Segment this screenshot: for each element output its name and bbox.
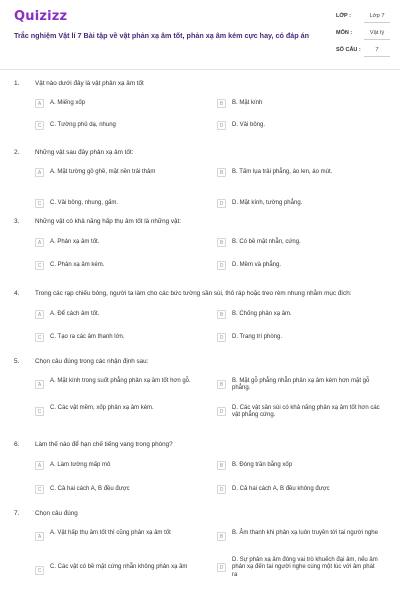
- option-letter-box: A: [35, 310, 44, 319]
- option-letter-box: D: [217, 485, 226, 494]
- option-text: D. Các vật sần sùi có khả năng phản xạ âm tốt hơn các vật phẳng cứng.: [232, 405, 380, 419]
- option-letter-box: B: [217, 168, 226, 177]
- question-number: 4.: [14, 290, 20, 297]
- option-text: A. Miếng xốp: [50, 100, 86, 106]
- option-letter-box: D: [217, 121, 226, 130]
- option-letter-box: A: [35, 168, 44, 177]
- option-text: B. Chống phản xạ âm.: [232, 311, 292, 317]
- option-text: A. Mặt kính trong suốt phẳng phản xạ âm tốt hơn gỗ.: [50, 378, 191, 384]
- option-letter-box: C: [35, 407, 44, 416]
- option-text: C. Các vật mềm, xốp phản xạ âm kém.: [50, 405, 154, 411]
- option-text: C. Vải bông, nhung, gấm.: [50, 200, 119, 206]
- option-text: A. Làm tường mấp mô: [50, 462, 111, 468]
- question-number: 5.: [14, 358, 20, 365]
- option-text: A. Mặt tường gồ ghề, mặt nền trải thảm: [50, 169, 156, 175]
- option-text: B. Tấm lụa trải phẳng, áo len, áo mút.: [232, 169, 333, 175]
- meta-row-subject: [336, 27, 392, 44]
- meta-row-count: [336, 44, 392, 61]
- option-letter-box: A: [35, 380, 44, 389]
- option-letter-box: D: [217, 261, 226, 270]
- option-letter-box: B: [217, 99, 226, 108]
- option-letter-box: D: [217, 199, 226, 208]
- question-number: 7.: [14, 510, 20, 517]
- option-letter-box: C: [35, 121, 44, 130]
- meta-value-subject: Vật lý: [364, 28, 390, 40]
- option-letter-box: C: [35, 261, 44, 270]
- option-text: D. Vải bông.: [232, 122, 266, 128]
- option-letter-box: B: [217, 532, 226, 541]
- header-divider: [0, 69, 400, 70]
- question-text: Những vật có khả năng hấp thụ âm tốt là những vật:: [35, 218, 182, 225]
- worksheet-title: Trắc nghiệm Vật lí 7 Bài tập về vật phản xạ âm tốt, phản xạ âm kém cực hay, có đáp án: [14, 31, 310, 40]
- option-text: B. Âm thanh khi phản xạ luôn truyền tới tai người nghe: [232, 530, 378, 536]
- option-text: C. Tạo ra các âm thanh lớn.: [50, 334, 125, 340]
- option-letter-box: D: [217, 407, 226, 416]
- option-text: C. Cả hai cách A, B đều được: [50, 486, 130, 492]
- quizizz-logo: Quizizz: [14, 9, 68, 24]
- option-text: A. Để cách âm tốt.: [50, 311, 100, 317]
- option-letter-box: B: [217, 380, 226, 389]
- option-letter-box: A: [35, 238, 44, 247]
- meta-value-class: Lớp 7: [364, 11, 390, 23]
- meta-row-class: [336, 10, 392, 27]
- option-letter-box: A: [35, 461, 44, 470]
- option-text: C. Các vật có bề mặt cứng nhẵn không phản xạ âm: [50, 564, 188, 570]
- option-letter-box: C: [35, 333, 44, 342]
- question-number: 6.: [14, 441, 20, 448]
- meta-label-count: SỐ CÂU :: [336, 47, 361, 53]
- option-letter-box: B: [217, 461, 226, 470]
- meta-label-subject: MÔN :: [336, 30, 353, 36]
- option-text: C. Phản xạ âm kém.: [50, 262, 105, 268]
- option-text: B. Mặt kính: [232, 100, 263, 106]
- option-text: B. Mặt gỗ phẳng nhẵn phản xạ âm kém hơn mặt gỗ phẳng.: [232, 378, 370, 392]
- option-letter-box: C: [35, 485, 44, 494]
- option-text: D. Mềm và phẳng.: [232, 262, 282, 268]
- question-text: Những vật sau đây phản xạ âm tốt:: [35, 149, 134, 156]
- option-letter-box: C: [35, 199, 44, 208]
- option-letter-box: D: [217, 563, 226, 572]
- worksheet-meta: [336, 10, 392, 61]
- option-text: B. Đóng trần bằng xốp: [232, 462, 293, 468]
- question-text: Chọn câu đúng trong các nhận định sau:: [35, 358, 149, 365]
- question-number: 3.: [14, 218, 20, 225]
- option-text: A. Phản xạ âm tốt.: [50, 239, 100, 245]
- option-letter-box: D: [217, 333, 226, 342]
- worksheet-header: [0, 0, 400, 70]
- option-text: C. Tường phủ dạ, nhung: [50, 122, 116, 128]
- question-text: Chọn câu đúng: [35, 510, 78, 517]
- question-text: Trong các rạp chiếu bóng, người ta làm cho các bức tường sần sùi, thô ráp hoặc treo rèm nhung nhằm mục đích:: [35, 290, 352, 297]
- option-text: A. Vật hấp thụ âm tốt thì cũng phản xạ âm tốt: [50, 530, 171, 536]
- option-text: B. Có bề mặt nhẵn, cứng.: [232, 239, 301, 245]
- meta-value-count: 7: [364, 45, 390, 57]
- option-text: D. Mặt kính, tường phẳng.: [232, 200, 303, 206]
- question-number: 1.: [14, 80, 20, 87]
- question-text: Vật nào dưới đây là vật phản xạ âm tốt: [35, 80, 144, 87]
- option-letter-box: B: [217, 310, 226, 319]
- meta-label-class: LỚP :: [336, 13, 351, 19]
- option-letter-box: B: [217, 238, 226, 247]
- option-text: D. Cả hai cách A, B đều không được: [232, 486, 330, 492]
- option-letter-box: A: [35, 532, 44, 541]
- option-letter-box: C: [35, 566, 44, 575]
- option-text: D. Trang trí phòng.: [232, 334, 283, 340]
- question-number: 2.: [14, 149, 20, 156]
- question-text: Làm thế nào để hạn chế tiếng vang trong phòng?: [35, 441, 173, 448]
- option-letter-box: A: [35, 99, 44, 108]
- option-text: D. Sự phản xạ âm đóng vai trò khuếch đại âm, nếu âm phản xạ đến tai người nghe cùng một lúc với âm phát ra: [232, 557, 378, 578]
